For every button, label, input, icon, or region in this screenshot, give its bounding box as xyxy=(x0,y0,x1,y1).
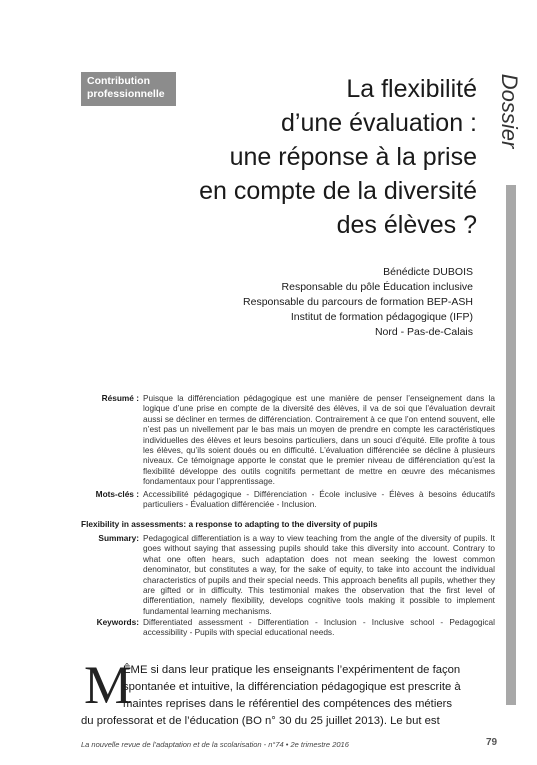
motscles-block xyxy=(81,489,495,510)
title-line: des élèves ? xyxy=(336,211,477,239)
title-line: une réponse à la prise xyxy=(229,143,477,171)
body-line: ÊME si dans leur pratique les enseignants l’expérimentent de façon xyxy=(123,664,461,676)
resume-label: Résumé : xyxy=(101,393,139,403)
footer-journal: La nouvelle revue de l’adaptation et de la scolarisation - n°74 • 2e trimestre 2016 xyxy=(81,740,349,749)
title-line: d’une évaluation : xyxy=(281,109,477,137)
motscles-text: Accessibilité pédagogique - Différenciation - École inclusive - Élèves à besoins éducatifs particuliers - Évaluation différenciée - Inclusion. xyxy=(143,489,495,510)
motscles-label: Mots-clés : xyxy=(95,489,139,499)
body-line: spontanée et intuitive, la différenciation pédagogique est prescrite à xyxy=(123,681,461,693)
summary-text: Pedagogical differentiation is a way to view teaching from the angle of the diversity of pupils. It goes without saying that assessing pupils should take this diversity into account. Contrary to what one often hears, such adaptation does not mean seeking the lowest common denominator, but constitutes a way, for the sake of equity, to take into account the individual characteristics of pupils and their special needs. This approach benefits all pupils, whether they are gifted or in difficulty. This testimonial makes the observation that the first level of differentiation, namely flexibility, develops cognitive tools making it possible to implement fundamental learning mechanisms. xyxy=(143,533,495,616)
title-line: La flexibilité xyxy=(346,75,477,103)
title-line: en compte de la diversité xyxy=(199,177,477,205)
keywords-text: Differentiated assessment - Differentiation - Inclusion - Inclusive school - Pedagogical accessibility - Pupils with special educational needs. xyxy=(143,617,495,638)
author-role: Nord - Pas-de-Calais xyxy=(374,326,473,338)
summary-label: Summary: xyxy=(98,533,139,543)
drop-cap: M xyxy=(84,655,133,715)
body-line: du professorat et de l’éducation (BO n° 30 du 25 juillet 2013). Le but est xyxy=(81,715,440,727)
page-number: 79 xyxy=(486,737,498,748)
keywords-block xyxy=(81,617,495,638)
resume-block xyxy=(81,393,495,487)
author-name: Bénédicte DUBOIS xyxy=(383,266,473,278)
badge-label: Contribution professionnelle xyxy=(87,75,165,100)
article-title xyxy=(137,72,477,242)
sidebar-divider xyxy=(506,185,516,705)
body-line: maintes reprises dans le référentiel des compétences des métiers xyxy=(123,698,453,710)
author-role: Responsable du pôle Éducation inclusive xyxy=(281,281,473,293)
resume-text: Puisque la différenciation pédagogique est une manière de penser l’enseignement dans la logique d’une prise en compte de la diversité des élèves, il va de soi que l’évaluation devrait aussi se décliner en termes de différenciation. Contrairement à ce que l’on entend souvent, elle n’est pas un nivellement par le bas mais un moyen de prendre en compte les caractéristiques individuelles des élèves et leurs besoins particuliers, dans un souci d’équité. Elle profite à tous les élèves, qu’ils soient doués ou en difficulté. L’évaluation différenciée se décline à plusieurs niveaux. Ce témoignage apporte le constat que le premier niveau de différenciation qu’est la flexibilité développe des outils cognitifs permettant de mettre en œuvre des mécanismes fondamentaux pour l’apprentissage. xyxy=(143,393,495,487)
section-tag-label: Dossier xyxy=(497,73,522,149)
english-title: Flexibility in assessments: a response to adapting to the diversity of pupils xyxy=(81,519,378,529)
author-block xyxy=(173,265,473,340)
author-role: Responsable du parcours de formation BEP-ASH xyxy=(243,296,473,308)
body-text xyxy=(81,655,499,730)
author-role: Institut de formation pédagogique (IFP) xyxy=(290,311,473,323)
keywords-label: Keywords: xyxy=(96,617,139,627)
summary-block xyxy=(81,533,495,616)
section-tag xyxy=(493,60,523,170)
